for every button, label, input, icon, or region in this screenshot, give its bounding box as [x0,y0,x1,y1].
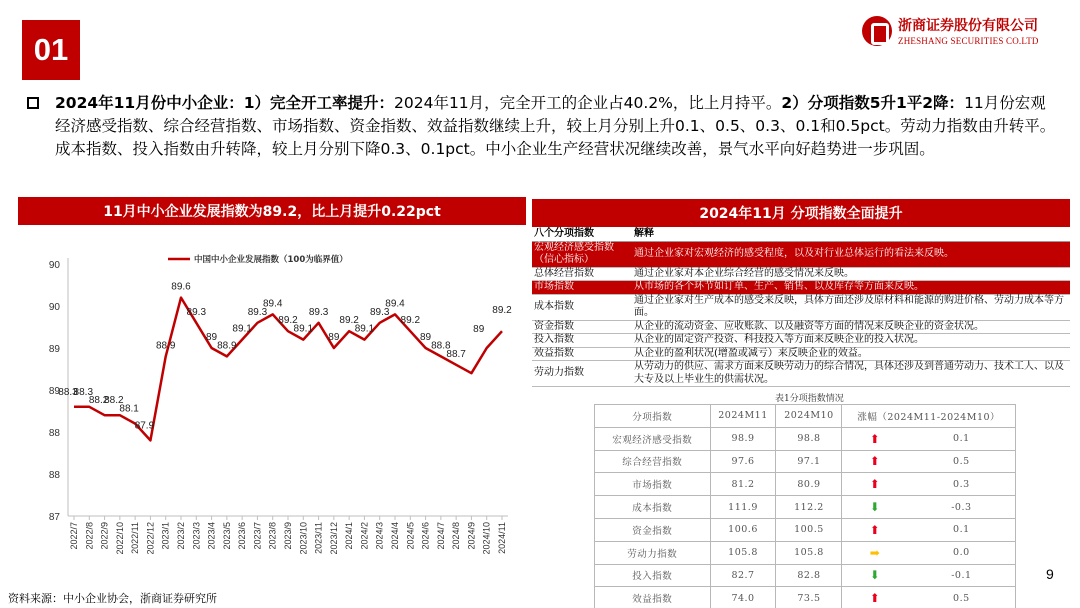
sub-index-m10-cell: 73.5 [776,587,842,608]
definition-row [532,334,1070,348]
sub-index-m10-cell: 112.2 [776,496,842,519]
arrow-right-icon: ➡ [869,545,881,560]
definition-name-cell: 投入指数 [532,334,632,348]
data-label: 89 [420,332,432,343]
data-label: 89 [206,332,218,343]
data-label: 89.2 [339,315,359,327]
sub-index-m10-cell: 82.8 [776,564,842,587]
data-label: 89.2 [492,305,512,317]
change-arrow-cell [842,496,908,519]
data-label: 89.1 [232,323,252,335]
data-label: 89.3 [186,306,207,318]
sub-index-row [595,496,1016,519]
sub-index-name-cell: 市场指数 [595,473,711,496]
summary-paragraph [55,92,1057,161]
x-tick-label: 2023/8 [267,522,278,550]
definition-name-cell: 总体经营指数 [532,267,632,281]
definition-row [532,320,1070,334]
x-tick-label: 2024/8 [451,522,462,550]
definition-name-cell: 成本指数 [532,294,632,320]
arrow-up-icon: ⬆ [869,431,881,446]
y-tick-label: 87 [48,512,60,523]
summary-heading-1: 2024年11月份中小企业：1）完全开工率提升： [55,94,394,112]
sub-index-table-caption: 表1分项指数情况 [775,394,844,404]
definition-row [532,281,1070,295]
x-tick-label: 2024/11 [497,522,507,554]
x-tick-label: 2023/12 [328,522,339,555]
change-arrow-cell [842,587,908,608]
x-tick-label: 2023/4 [206,522,217,550]
sub-index-change-cell: -0.3 [908,496,1016,519]
data-label: 89 [473,324,485,335]
data-label: 89.2 [278,315,298,327]
company-logo [862,14,1062,50]
data-label: 88.9 [155,340,176,352]
x-tick-label: 2023/7 [252,522,263,550]
x-tick-label: 2022/10 [114,522,125,555]
sub-index-row [595,473,1016,496]
x-tick-label: 2022/11 [130,522,141,554]
data-label: 87.9 [134,420,155,432]
sub-index-name-cell: 劳动力指数 [595,541,711,564]
definition-name-cell: 效益指数 [532,347,632,361]
x-tick-label: 2023/6 [237,522,248,550]
definition-row [532,267,1070,281]
sub-index-row [595,587,1016,608]
sub-index-m10-cell: 105.8 [776,541,842,564]
definition-desc-cell: 从劳动力的供应、需求方面来反映劳动力的综合情况，具体还涉及到普通劳动力、技术工人、以及大专及以上毕业生的供需状况。 [632,361,1070,387]
sub-index-m11-cell: 105.8 [710,541,776,564]
x-tick-label: 2023/2 [176,522,186,550]
change-arrow-cell [842,473,908,496]
data-label: 88.2 [88,395,109,407]
definition-desc-cell: 从企业的盈利状况(增盈或减亏）来反映企业的效益。 [632,347,1070,361]
x-tick-label: 2024/7 [435,522,446,550]
y-tick-label: 89 [48,344,60,355]
definition-desc-cell: 从企业的固定资产投资、科技投入等方面来反映企业的投入状况。 [632,334,1070,348]
definition-name-cell: 资金指数 [532,320,632,334]
sub-index-change-cell: 0.5 [908,587,1016,608]
sub-index-change-cell: 0.1 [908,427,1016,450]
summary-text [27,92,1057,161]
data-label: 89.2 [400,315,421,327]
arrow-down-icon: ⬇ [869,568,881,583]
source-note: 资料来源：中小企业协会，浙商证券研究所 [8,592,217,605]
definition-row [532,361,1070,387]
logo-mark-icon [862,16,892,46]
definition-name-cell: 宏观经济感受指数（信心指标） [532,241,632,267]
definition-desc-cell: 通过企业家对生产成本的感受来反映，具体方面还涉及原材料和能源的购进价格、劳动力成本等方面。 [632,294,1070,320]
sub-index-m11-cell: 100.6 [710,518,776,541]
y-tick-label: 90 [48,260,60,271]
definition-name-cell: 劳动力指数 [532,361,632,387]
sub-index-name-cell: 宏观经济感受指数 [595,427,711,450]
data-label: 89.3 [369,306,390,318]
sub-index-m10-cell: 80.9 [776,473,842,496]
change-arrow-cell [842,541,908,564]
x-tick-label: 2024/4 [390,522,400,550]
x-tick-label: 2024/5 [405,522,416,550]
summary-text-2: 11月份宏观经济感受指数、综合经营指数、市场指数、资金指数、效益指数继续上升，较上月分别上升0.1、0.5、0.3、0.1和0.5pct。劳动力指数由升转平。成本指数、投入指数由升转降，较上月分别下降0.3、0.1pct。中小企业生产经营状况继续改善，景气水平向好趋势进一步巩固。 [55,94,1056,158]
change-arrow-cell [842,518,908,541]
change-arrow-cell [842,450,908,473]
data-label: 88.3 [73,386,94,398]
page-number: 9 [1046,566,1054,582]
x-tick-label: 2024/1 [344,522,355,550]
x-tick-label: 2022/12 [145,522,156,555]
data-label: 89.3 [308,306,329,318]
x-tick-label: 2024/10 [481,522,492,555]
sub-index-row [595,518,1016,541]
sub-index-change-cell: 0.1 [908,518,1016,541]
definition-header-cell: 八个分项指数 [532,228,632,241]
right-panel-title: 2024年11月 分项指数全面提升 [532,199,1070,227]
definition-table-header [532,228,1070,241]
sub-index-row [595,564,1016,587]
x-tick-label: 2023/5 [221,522,232,550]
arrow-up-icon: ⬆ [869,522,881,537]
sub-index-change-cell: 0.3 [908,473,1016,496]
sub-index-header-cell: 2024M10 [776,405,842,428]
sub-index-header-cell: 涨幅（2024M11-2024M10） [842,405,1016,428]
x-tick-label: 2024/2 [359,522,370,550]
x-tick-label: 2023/10 [298,522,309,555]
sub-index-header-cell: 2024M11 [710,405,776,428]
legend-label: 中国中小企业发展指数（100为临界值） [194,255,348,265]
data-label: 88.7 [446,348,466,360]
sub-index-row [595,427,1016,450]
x-tick-label: 2022/7 [69,522,79,550]
data-label: 88.1 [119,403,139,415]
summary-text-1: 2024年11月，完全开工的企业占40.2%，比上月持平。 [394,94,782,112]
definition-desc-cell: 通过企业家对本企业综合经营的感受情况来反映。 [632,267,1070,281]
data-label: 88.2 [104,395,124,407]
sub-index-change-cell: -0.1 [908,564,1016,587]
data-label: 89.1 [354,323,375,335]
y-tick-label: 89 [48,386,60,397]
summary-heading-2: 2）分项指数5升1平2降： [781,94,965,112]
arrow-up-icon: ⬆ [869,591,881,606]
sub-index-name-cell: 成本指数 [595,496,711,519]
sub-index-row [595,541,1016,564]
sub-index-m11-cell: 111.9 [710,496,776,519]
sub-index-m11-cell: 82.7 [710,564,776,587]
y-tick-label: 90 [48,302,60,313]
x-tick-label: 2022/9 [99,522,110,550]
data-label: 89.4 [262,298,283,310]
change-arrow-cell [842,427,908,450]
sub-index-m10-cell: 98.8 [776,427,842,450]
data-label: 89.6 [171,281,191,293]
sub-index-change-cell: 0.0 [908,541,1016,564]
definition-header-cell: 解释 [632,228,1070,241]
data-label: 88.9 [217,340,237,352]
x-tick-label: 2023/3 [191,522,202,550]
sub-index-m11-cell: 98.9 [710,427,776,450]
definition-desc-cell: 从市场的各个环节如订单、生产、销售、以及库存等方面来反映。 [632,281,1070,295]
sub-index-name-cell: 投入指数 [595,564,711,587]
index-definition-table [532,228,1070,387]
x-tick-label: 2024/9 [466,522,477,550]
definition-desc-cell: 从企业的流动资金、应收账款、以及融资等方面的情况来反映企业的资金状况。 [632,320,1070,334]
data-label: 89.1 [293,323,314,335]
y-tick-label: 88 [48,470,60,481]
x-tick-label: 2023/1 [160,522,171,550]
sub-index-m10-cell: 100.5 [776,518,842,541]
data-label: 89 [328,332,340,343]
sub-index-m10-cell: 97.1 [776,450,842,473]
logo-cn-text: 浙商证券股份有限公司 [898,18,1038,34]
arrow-down-icon: ⬇ [869,500,881,515]
sub-index-m11-cell: 81.2 [710,473,776,496]
data-label: 88.3 [58,386,78,398]
left-panel-title: 11月中小企业发展指数为89.2，比上月提升0.22pct [18,197,526,225]
sub-index-table-header [595,405,1016,428]
arrow-up-icon: ⬆ [869,454,881,469]
sub-index-change-cell: 0.5 [908,450,1016,473]
x-tick-label: 2022/8 [84,522,95,550]
line-chart-svg [18,226,528,576]
sub-index-m11-cell: 97.6 [710,450,776,473]
sub-index-row [595,450,1016,473]
arrow-up-icon: ⬆ [869,477,881,492]
sub-index-name-cell: 资金指数 [595,518,711,541]
sme-index-chart [18,226,528,576]
data-label: 89.3 [247,306,268,318]
x-tick-label: 2023/9 [283,522,293,550]
data-label: 88.8 [431,340,451,352]
data-label: 89.4 [385,298,405,310]
x-tick-label: 2023/11 [313,522,324,554]
definition-row [532,241,1070,267]
x-tick-label: 2024/3 [374,522,385,550]
definition-row [532,294,1070,320]
definition-desc-cell: 通过企业家对宏观经济的感受程度，以及对行业总体运行的看法来反映。 [632,241,1070,267]
sub-index-name-cell: 效益指数 [595,587,711,608]
section-number-badge: 01 [22,20,80,80]
sub-index-name-cell: 综合经营指数 [595,450,711,473]
sub-index-table [594,404,1016,608]
change-arrow-cell [842,564,908,587]
definition-row [532,347,1070,361]
definition-name-cell: 市场指数 [532,281,632,295]
logo-en-text: ZHESHANG SECURITIES CO.LTD [898,36,1039,46]
y-tick-label: 88 [48,428,60,439]
sub-index-header-cell: 分项指数 [595,405,711,428]
bullet-square-icon [27,97,39,109]
sub-index-m11-cell: 74.0 [710,587,776,608]
x-tick-label: 2024/6 [420,522,431,550]
